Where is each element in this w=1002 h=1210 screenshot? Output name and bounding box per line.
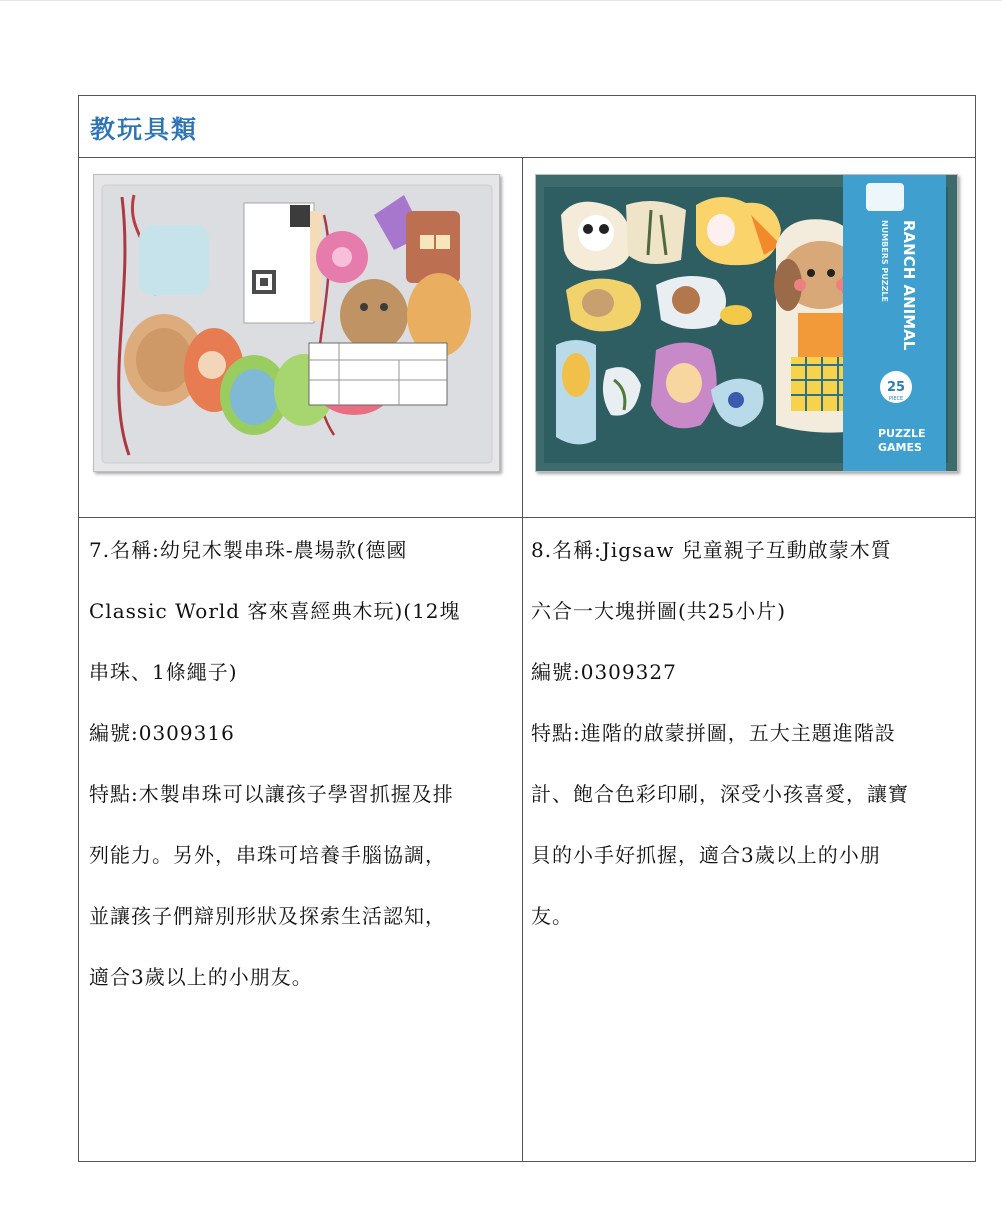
item-7-line: 串珠、1條繩子)	[89, 660, 238, 684]
item-7-line: 並讓孩子們辯別形狀及探索生活認知，	[89, 904, 446, 928]
table-header-row	[79, 96, 975, 158]
item-7-line: 7.名稱:幼兒木製串珠-農場款(德國	[89, 538, 408, 562]
item-7-line: 特點:木製串珠可以讓孩子學習抓握及排	[89, 782, 454, 806]
ranch-puzzle-photo	[535, 174, 958, 472]
item-8-line: 友。	[531, 904, 573, 928]
item-8-description	[531, 520, 967, 947]
item-7-line: 編號:0309316	[89, 721, 235, 745]
puzzle-label-line1: PUZZLE	[878, 427, 926, 440]
wooden-beads-photo	[93, 174, 500, 472]
puzzle-box-title: RANCH ANIMAL	[900, 220, 918, 351]
puzzle-piece-unit: PIECE	[888, 396, 904, 402]
column-divider	[522, 158, 523, 1161]
toy-catalog-table	[78, 95, 976, 1162]
section-title: 教玩具類	[90, 115, 199, 144]
page-top-rule	[0, 0, 1002, 1]
item-7-description	[89, 520, 514, 1008]
puzzle-box-subtitle: NUMBERS PUZZLE	[880, 220, 889, 302]
item-8-line: 貝的小手好抓握，適合3歲以上的小朋	[531, 843, 881, 867]
item-8-line: 計、飽合色彩印刷，深受小孩喜愛，讓寶	[531, 782, 909, 806]
item-8-line: 編號:0309327	[531, 660, 677, 684]
wooden-beads-illustration	[94, 175, 500, 472]
ranch-puzzle-illustration	[536, 175, 958, 472]
item-7-line: Classic World 客來喜經典木玩)(12塊	[89, 599, 461, 623]
item-8-line: 特點:進階的啟蒙拼圖，五大主題進階設	[531, 721, 896, 745]
row-divider	[79, 517, 975, 518]
item-8-line: 8.名稱:Jigsaw 兒童親子互動啟蒙木質	[531, 538, 892, 562]
item-8-line: 六合一大塊拼圖(共25小片)	[531, 599, 787, 623]
item-7-line: 列能力。另外，串珠可培養手腦協調，	[89, 843, 446, 867]
puzzle-label-line2: GAMES	[878, 441, 922, 454]
item-7-line: 適合3歲以上的小朋友。	[89, 965, 313, 989]
puzzle-piece-count: 25	[886, 380, 906, 395]
